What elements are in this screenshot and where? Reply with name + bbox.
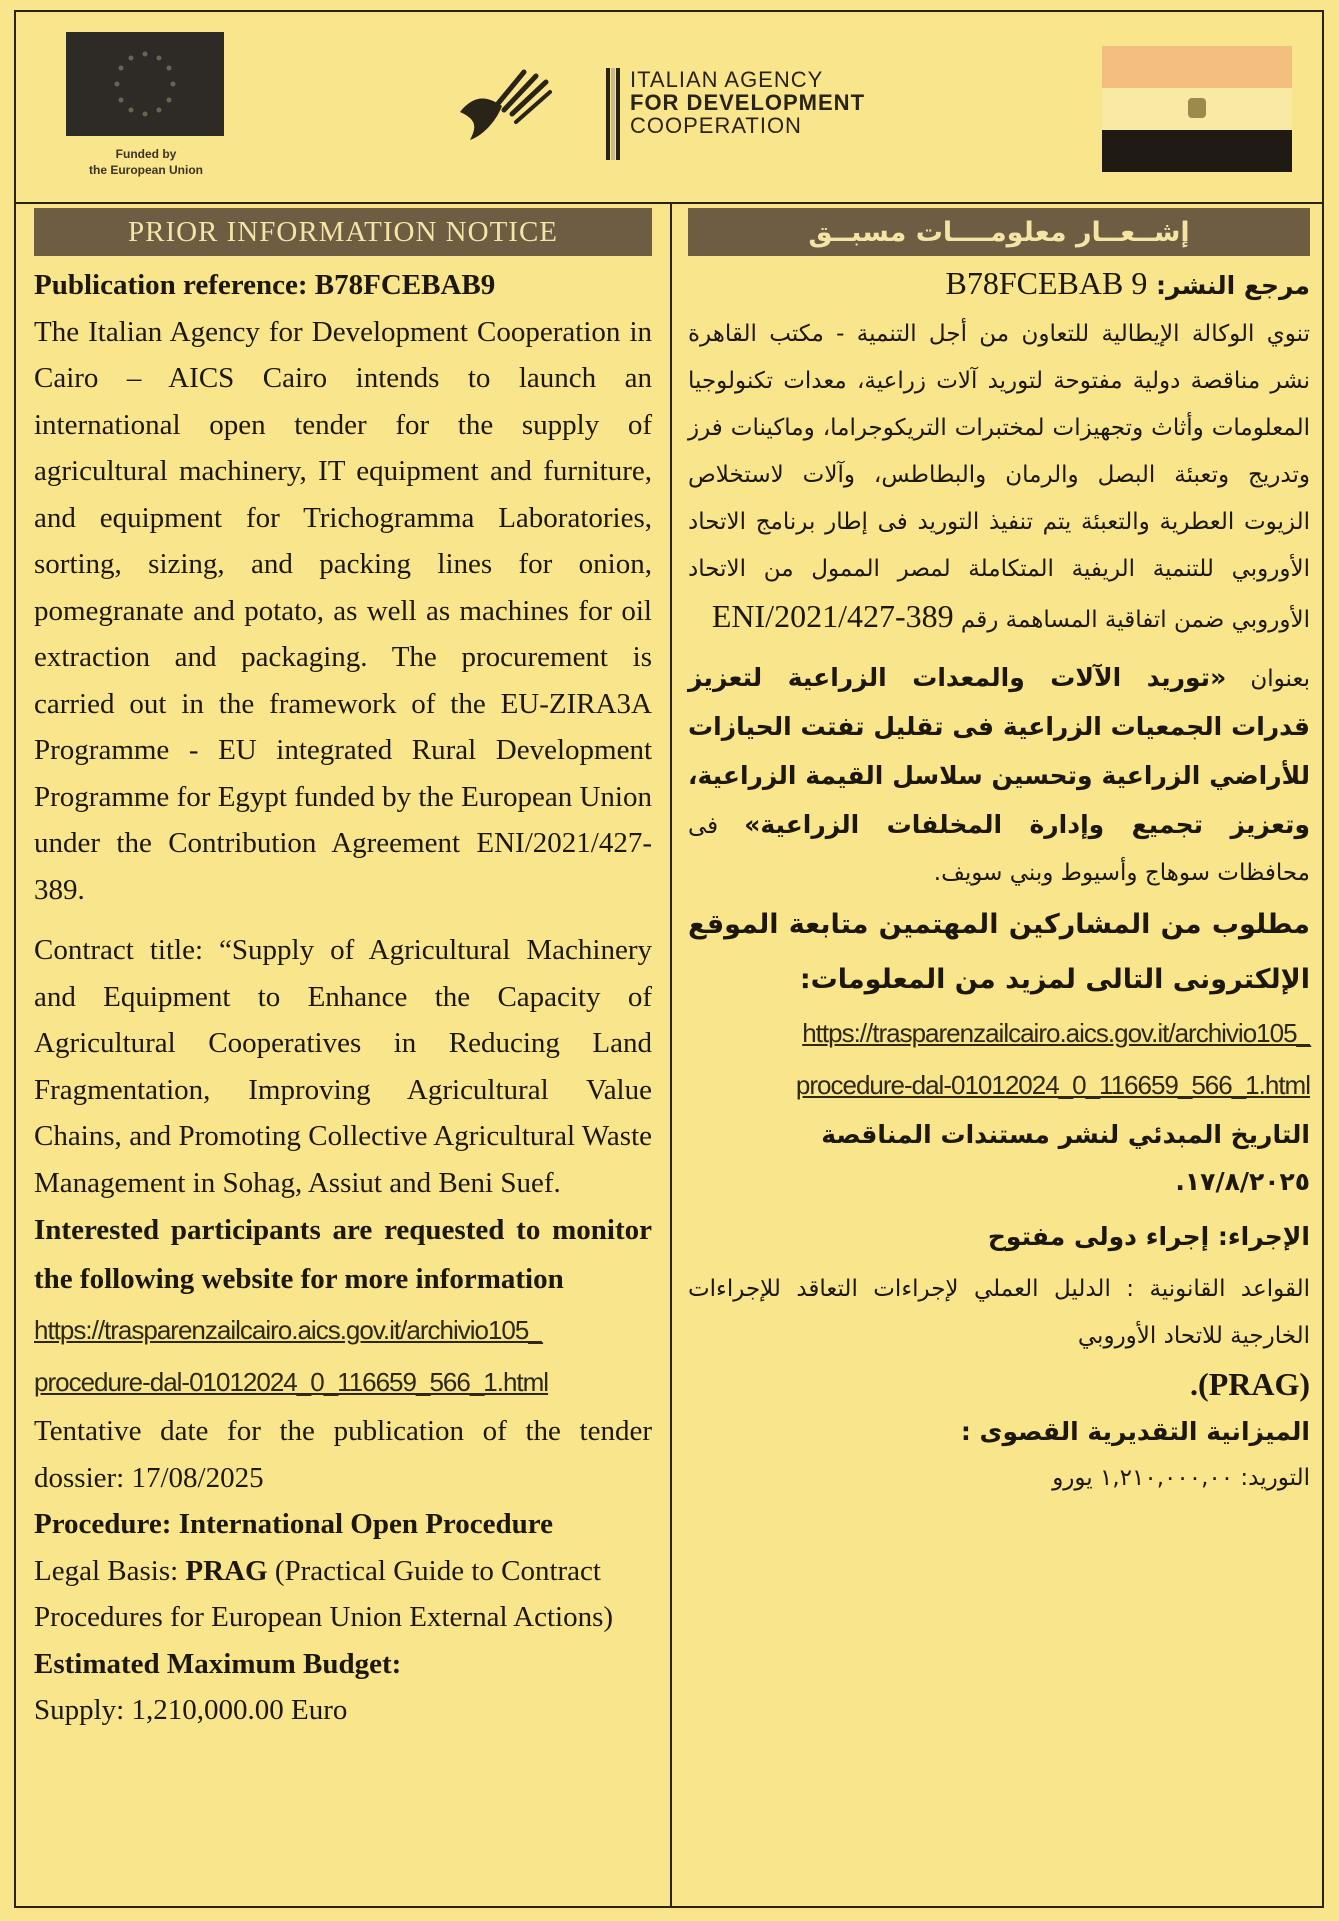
arabic-column xyxy=(688,204,1310,1502)
arabic-ref-value: B78FCEBAB 9 xyxy=(945,265,1148,301)
header xyxy=(16,12,1322,204)
notice-page xyxy=(14,10,1324,1908)
budget-label: Estimated Maximum Budget: xyxy=(34,1647,402,1680)
arabic-budget-value: التوريد: ١,٢١٠,٠٠٠,٠٠ يورو xyxy=(1052,1465,1310,1491)
arabic-budget-label: الميزانية التقديرية القصوى : xyxy=(960,1417,1310,1446)
legal-basis-text: (Practical Guide to Contract Procedures for European Union External Actions) xyxy=(34,1554,614,1633)
contract-title: Contract title: “Supply of Agricultural Machinery and Equipment to Enhance the Capacity of Agricultural Cooperatives in Reducing Land Fragmentation, Improving Agricultural Value Chains, and Promoting Collective Agricultural Waste Management in Sohag, Assiut and Beni Suef. xyxy=(34,934,652,1199)
agency-line1: ITALIAN AGENCY xyxy=(630,67,824,92)
arabic-intro xyxy=(688,311,1310,644)
procedure: Procedure: International Open Procedure xyxy=(34,1508,553,1540)
aics-dove-icon xyxy=(456,62,552,158)
publication-reference: Publication reference: B78FCEBAB9 xyxy=(34,269,496,301)
interested-paragraph: Interested participants are requested to monitor the following website for more information xyxy=(34,1214,652,1295)
agency-line3: COOPERATION xyxy=(630,113,802,138)
eu-caption-line2: the European Union xyxy=(89,163,203,177)
english-banner: PRIOR INFORMATION NOTICE xyxy=(34,208,652,256)
arabic-contract-title xyxy=(688,654,1310,897)
arabic-interested: مطلوب من المشاركين المهتمين متابعة الموقع الإلكترونى التالى لمزيد من المعلومات: xyxy=(688,909,1310,995)
column-divider xyxy=(670,202,672,1908)
arabic-website-link-line1[interactable]: https://trasparenzailcairo.aics.gov.it/archivio105_ xyxy=(802,1018,1310,1048)
arabic-website-link-line2[interactable]: procedure-dal-01012024_0_116659_566_1.html xyxy=(795,1070,1310,1100)
arabic-intro-text: تنوي الوكالة الإيطالية للتعاون من أجل التنمية - مكتب القاهرة نشر مناقصة دولية مفتوحة لتوريد آلات زراعية، معدات تكنولوجيا المعلومات وأثاث وتجهيزات لمختبرات التريكوجراما، وماكينات فرز وتدريج وتعبئة البصل والرمان والبطاطس، وآلات لاستخلاص الزيوت العطرية والتعبئة يتم تنفيذ التوريد فى إطار برنامج الاتحاد الأوروبي للتنمية الريفية المتكاملة لمصر الممول من الاتحاد الأوروبي ضمن اتفاقية المساهمة رقم xyxy=(688,321,1310,633)
arabic-agreement: ENI/2021/427-389 xyxy=(711,598,954,634)
arabic-banner: إشــعــار معلومــــات مسبــق xyxy=(688,208,1310,256)
arabic-legal-prag: (PRAG). xyxy=(1190,1366,1310,1402)
website-link-line1[interactable]: https://trasparenzailcairo.aics.gov.it/archivio105_ xyxy=(34,1315,542,1345)
aics-logo-bar-icon xyxy=(606,68,620,160)
arabic-legal-basis: القواعد القانونية : الدليل العملي لإجراءات التعاقد للإجراءات الخارجية للاتحاد الأوروبي xyxy=(688,1276,1310,1349)
agency-name xyxy=(630,68,865,137)
eu-caption xyxy=(56,146,236,178)
egypt-flag-icon xyxy=(1102,46,1292,172)
arabic-tentative-date: ١٧/٨/٢٠٢٥. xyxy=(1175,1167,1310,1196)
agency-line2: FOR DEVELOPMENT xyxy=(630,90,866,115)
legal-basis-prag: PRAG xyxy=(185,1554,268,1587)
website-link-line2[interactable]: procedure-dal-01012024_0_116659_566_1.html xyxy=(34,1367,549,1397)
arabic-title-bold: «توريد الآلات والمعدات الزراعية لتعزيز قدرات الجمعيات الزراعية فى تقليل تفتت الحيازات للأراضي الزراعية وتحسين سلاسل القيمة الزراعية، وتعزيز تجميع وإدارة المخلفات الزراعية» xyxy=(688,663,1310,839)
arabic-tentative-label: التاريخ المبدئي لنشر مستندات المناقصة xyxy=(821,1120,1310,1149)
legal-basis xyxy=(34,1548,652,1641)
arabic-publication-reference xyxy=(688,260,1310,311)
english-column xyxy=(34,204,652,1734)
intro-paragraph: The Italian Agency for Development Cooperation in Cairo – AICS Cairo intends to launch an international open tender for the supply of agricultural machinery, IT equipment and furniture, and equipment for Trichogramma Laboratories, sorting, sizing, and packing lines for onion, pomegranate and potato, as well as machines for oil extraction and packaging. The procurement is carried out in the framework of the EU-ZIRA3A Programme - EU integrated Rural Development Programme for Egypt funded by the European Union under the Contribution Agreement ENI/2021/427-389. xyxy=(34,315,652,906)
arabic-title-prefix: بعنوان xyxy=(1226,666,1310,692)
arabic-ref-label: مرجع النشر: xyxy=(1147,271,1310,300)
tentative-date: Tentative date for the publication of the tender dossier: 17/08/2025 xyxy=(34,1415,652,1494)
arabic-procedure: الإجراء: إجراء دولى مفتوح xyxy=(987,1222,1310,1251)
eu-caption-line1: Funded by xyxy=(115,147,177,161)
eu-flag-icon xyxy=(66,32,224,136)
budget-value: Supply: 1,210,000.00 Euro xyxy=(34,1694,348,1726)
arabic-title-suffix: فى محافظات سوهاج وأسيوط وبني سويف. xyxy=(688,813,1310,886)
legal-basis-label: Legal Basis: xyxy=(34,1554,186,1587)
